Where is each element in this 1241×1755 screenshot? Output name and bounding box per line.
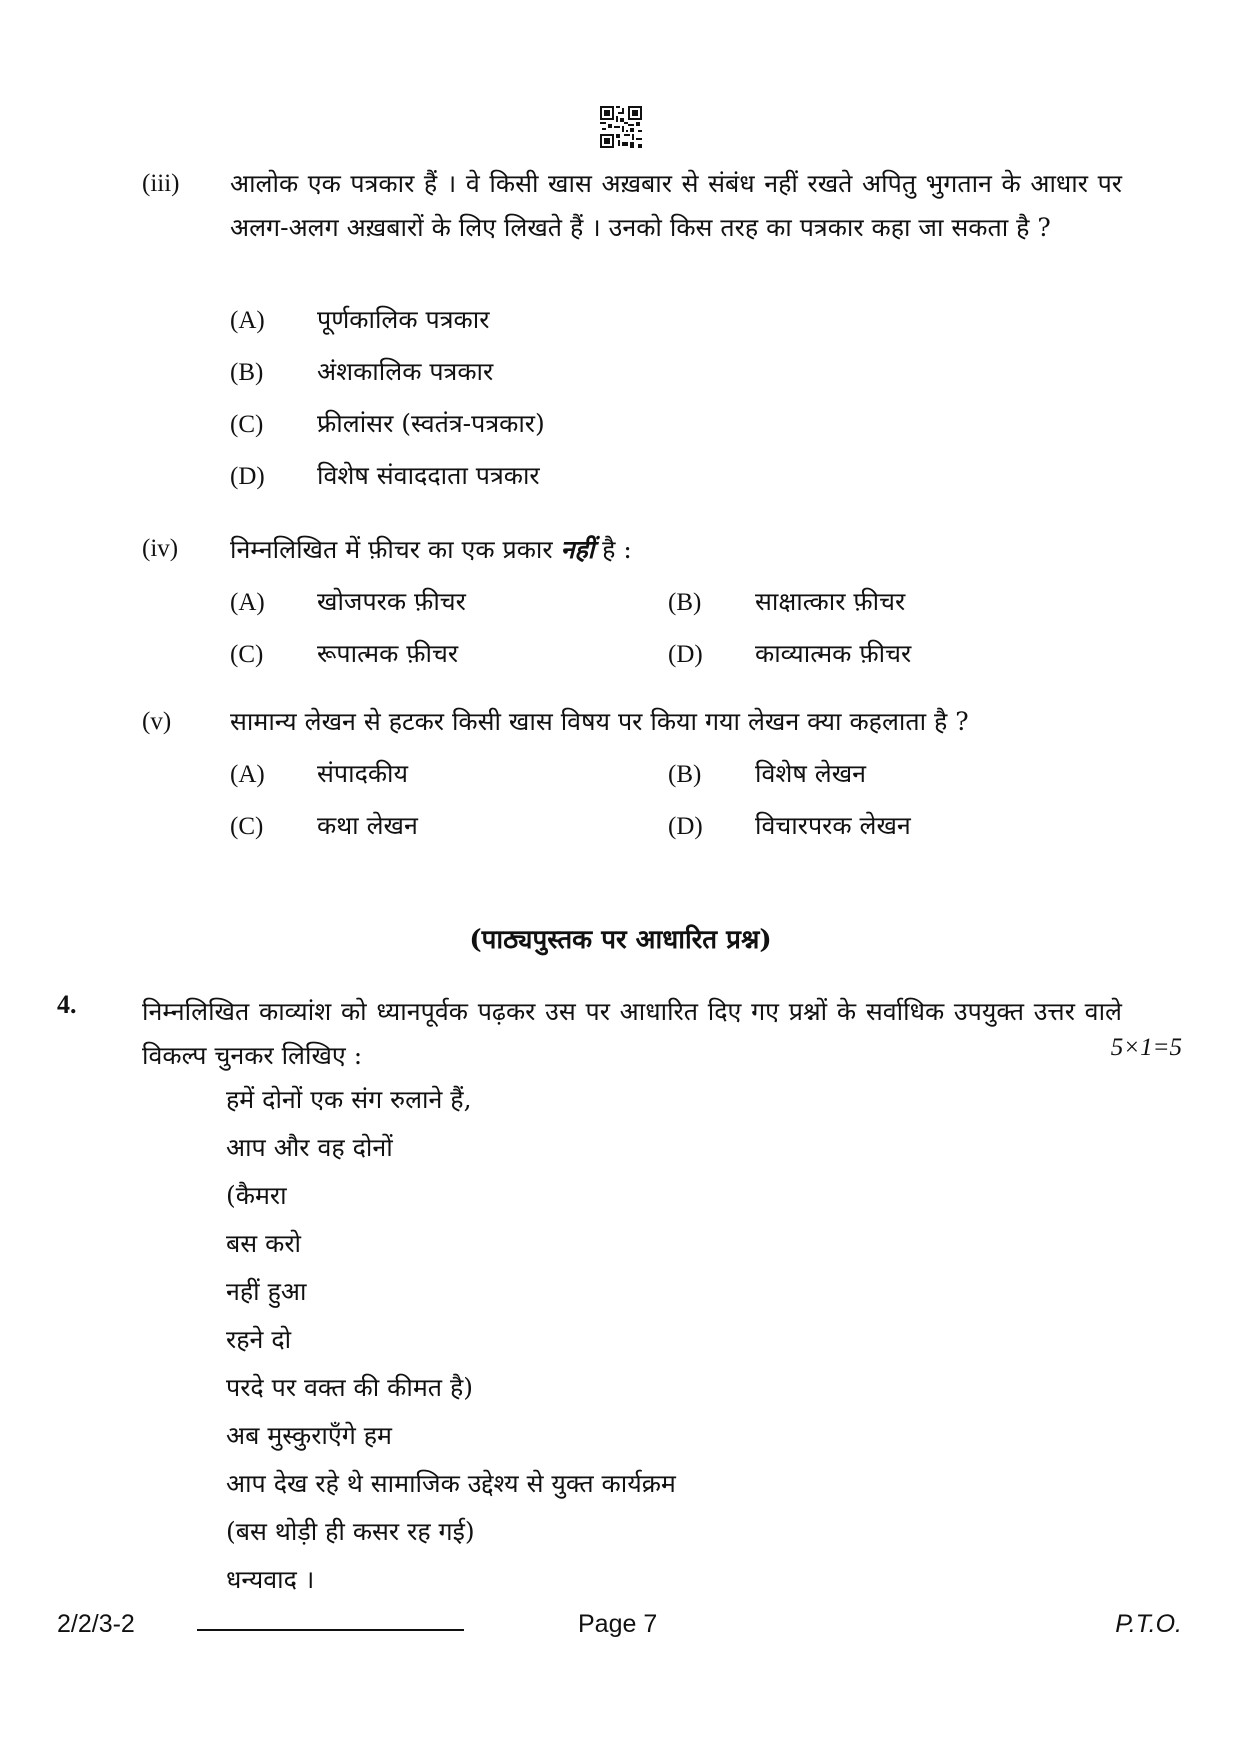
poem-excerpt — [226, 1078, 676, 1606]
question-iii-option-b — [230, 354, 493, 388]
poem-line: आप और वह दोनों — [226, 1133, 393, 1162]
poem-line: धन्यवाद । — [226, 1565, 315, 1594]
poem-line: आप देख रहे थे सामाजिक उद्देश्य से युक्त कार्यक्रम — [226, 1469, 676, 1498]
option-text: विशेष लेखन — [755, 759, 867, 788]
question-iv-number: (iv) — [142, 535, 179, 562]
option-label: (D) — [668, 641, 703, 668]
question-iii-option-a — [230, 302, 489, 336]
poem-line: (कैमरा — [226, 1181, 287, 1210]
option-label: (A) — [230, 761, 265, 788]
poem-line: रहने दो — [226, 1325, 292, 1354]
question-v-option-b — [668, 756, 866, 790]
question-iv-text-end: है : — [594, 535, 632, 564]
footer-paper-code: 2/2/3-2 — [57, 1610, 135, 1638]
question-iii-number: (iii) — [142, 170, 180, 197]
option-text: फ्रीलांसर (स्वतंत्र-पत्रकार) — [317, 409, 545, 438]
poem-line: परदे पर वक्त की कीमत है) — [226, 1373, 473, 1402]
question-v-number: (v) — [142, 708, 172, 735]
option-text: अंशकालिक पत्रकार — [317, 357, 494, 386]
question-4-text: निम्नलिखित काव्यांश को ध्यानपूर्वक पढ़कर उस पर आधारित दिए गए प्रश्नों के सर्वाधिक उपयुक्त उत्तर वाले विकल्प चुनकर लिखिए : — [142, 997, 1122, 1070]
poem-line: हमें दोनों एक संग रुलाने हैं, — [226, 1085, 472, 1114]
option-label: (D) — [230, 463, 265, 490]
option-label: (A) — [230, 307, 265, 334]
question-iv-text-start: निम्नलिखित में फ़ीचर का एक प्रकार — [230, 535, 561, 564]
option-text: विचारपरक लेखन — [755, 811, 911, 840]
poem-line: अब मुस्कुराएँगे हम — [226, 1421, 392, 1450]
option-text: खोजपरक फ़ीचर — [317, 587, 466, 616]
option-label: (B) — [230, 359, 264, 386]
question-4-marks: 5×1=5 — [1110, 1034, 1182, 1061]
question-iv-option-c — [230, 636, 458, 670]
question-iv-option-b — [668, 584, 905, 618]
question-iv-option-a — [230, 584, 466, 618]
question-iv-option-d — [668, 636, 911, 670]
option-text: काव्यात्मक फ़ीचर — [755, 639, 912, 668]
question-v-text: सामान्य लेखन से हटकर किसी खास विषय पर किया गया लेखन क्या कहलाता है ? — [230, 707, 969, 736]
question-iii-option-c — [230, 406, 545, 440]
option-label: (B) — [668, 589, 702, 616]
question-iii-option-d — [230, 458, 540, 492]
footer-pto: P.T.O. — [1115, 1610, 1182, 1638]
option-label: (C) — [230, 411, 264, 438]
poem-line: नहीं हुआ — [226, 1277, 307, 1306]
option-text: संपादकीय — [317, 759, 409, 788]
qr-code-icon — [600, 106, 642, 148]
question-v-option-a — [230, 756, 408, 790]
option-label: (C) — [230, 641, 264, 668]
question-4-number: 4. — [57, 990, 77, 1019]
option-text: रूपात्मक फ़ीचर — [317, 639, 459, 668]
option-label: (B) — [668, 761, 702, 788]
footer-divider — [197, 1629, 464, 1631]
option-text: साक्षात्कार फ़ीचर — [755, 587, 906, 616]
footer-page-number: Page 7 — [578, 1610, 658, 1638]
question-iii-text: आलोक एक पत्रकार हैं । वे किसी खास अख़बार से संबंध नहीं रखते अपितु भुगतान के आधार पर अलग-अलग अख़बारों के लिए लिखते हैं । उनको किस तरह का पत्रकार कहा जा सकता है ? — [230, 169, 1122, 242]
poem-line: (बस थोड़ी ही कसर रह गई) — [226, 1517, 475, 1546]
option-label: (A) — [230, 589, 265, 616]
option-text: विशेष संवाददाता पत्रकार — [317, 461, 540, 490]
option-label: (D) — [668, 813, 703, 840]
poem-line: बस करो — [226, 1229, 302, 1258]
question-iv-text — [230, 532, 632, 566]
question-iv-emphasis: नहीं — [560, 535, 595, 564]
option-text: कथा लेखन — [317, 811, 418, 840]
section-title: (पाठ्यपुस्तक पर आधारित प्रश्न) — [469, 925, 772, 955]
option-text: पूर्णकालिक पत्रकार — [317, 305, 490, 334]
option-label: (C) — [230, 813, 264, 840]
question-v-option-c — [230, 808, 418, 842]
question-v-option-d — [668, 808, 911, 842]
